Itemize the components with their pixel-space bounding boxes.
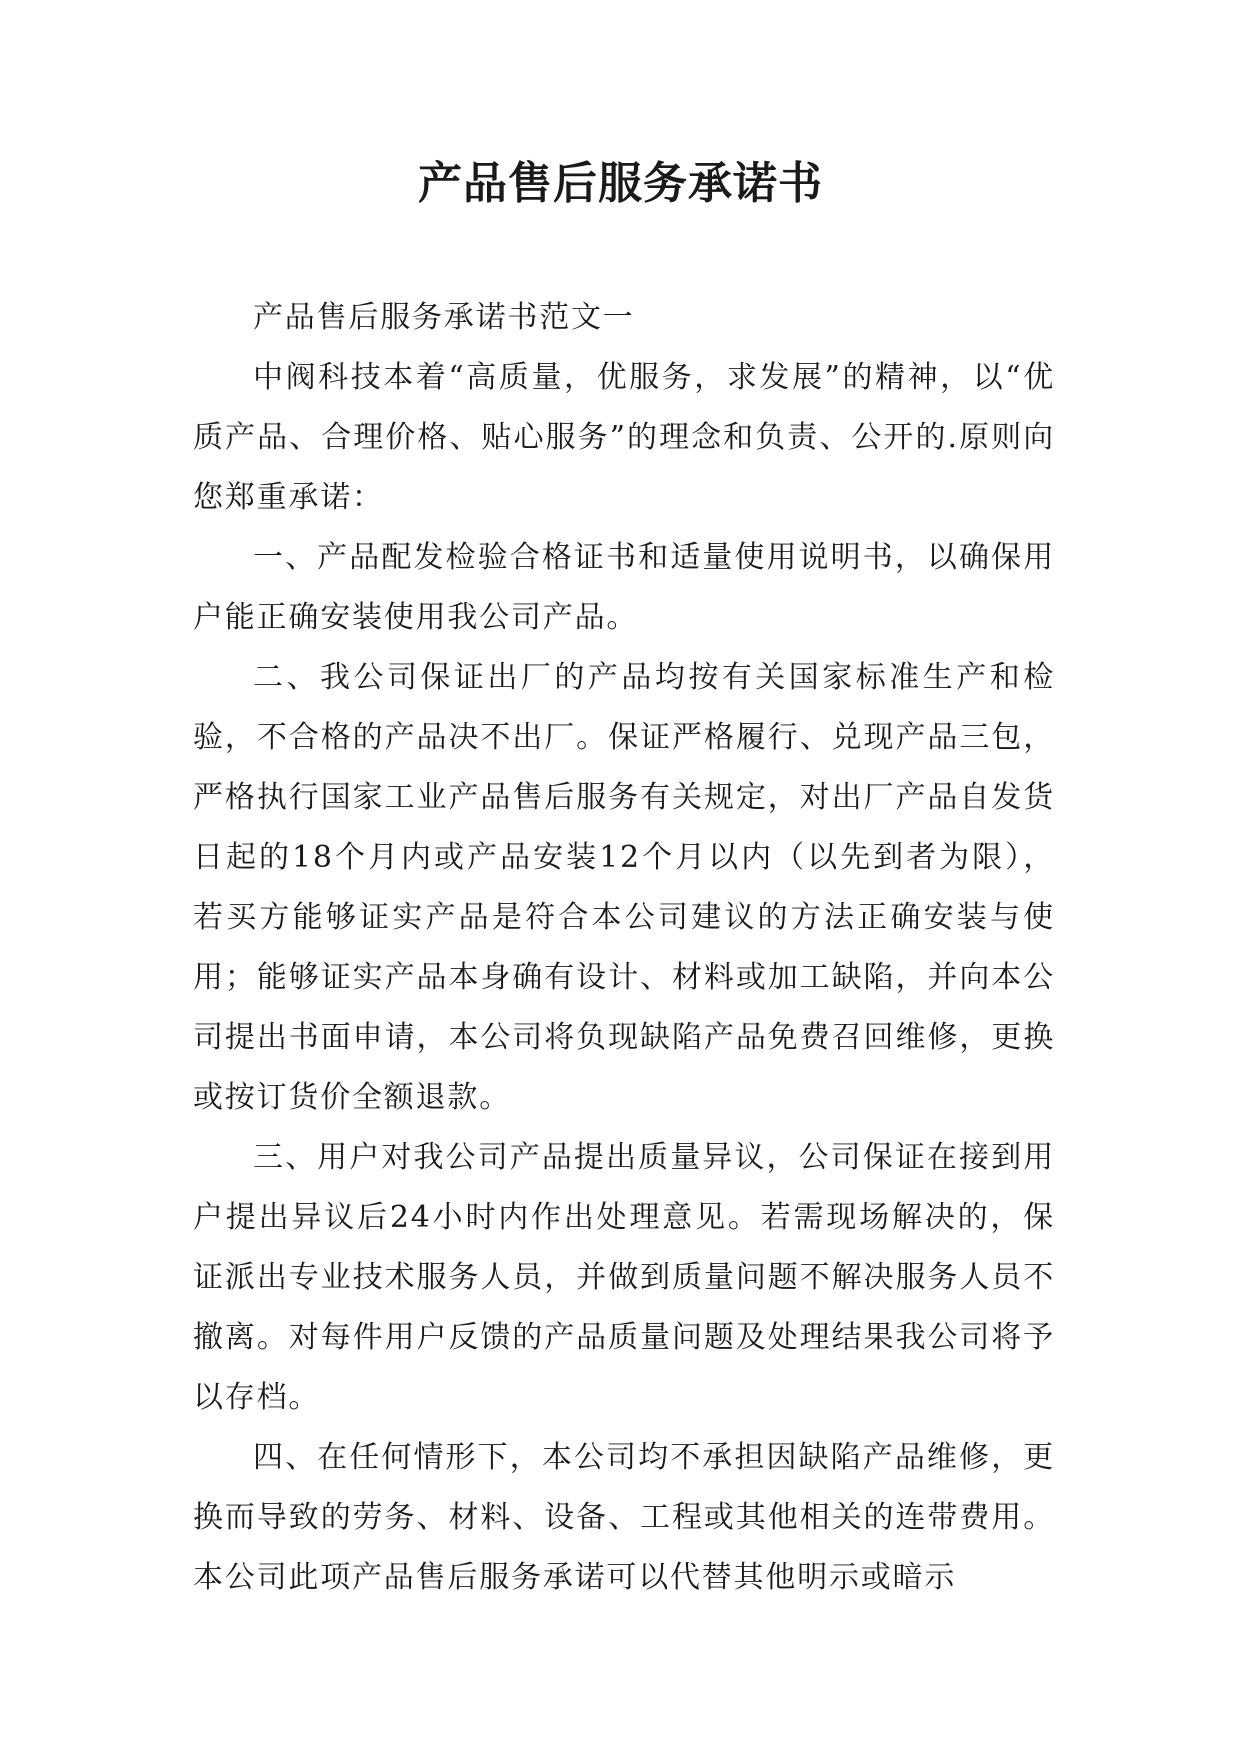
paragraph-clause-2: 二、我公司保证出厂的产品均按有关国家标准生产和检验，不合格的产品决不出厂。保证严格履行、兑现产品三包，严格执行国家工业产品售后服务有关规定，对出厂产品自发货日起的18个月内或产品安装12个月以内（以先到者为限），若买方能够证实产品是符合本公司建议的方法正确安装与使用；能够证实产品本身确有设计、材料或加工缺陷，并向本公司提出书面申请，本公司将负现缺陷产品免费召回维修，更换或按订货价全额退款。 xyxy=(193,660,1055,1115)
paragraph-clause-3: 三、用户对我公司产品提出质量异议，公司保证在接到用户提出异议后24小时内作出处理意见。若需现场解决的，保证派出专业技术服务人员，并做到质量问题不解决服务人员不撤离。对每件用户反馈的产品质量问题及处理结果我公司将予以存档。 xyxy=(193,1140,1055,1415)
paragraph-clause-1: 一、产品配发检验合格证书和适量使用说明书，以确保用户能正确安装使用我公司产品。 xyxy=(193,540,1055,635)
paragraph-subtitle: 产品售后服务承诺书范文一 xyxy=(253,300,635,335)
document-body xyxy=(193,288,1055,1608)
paragraph-clause-4: 四、在任何情形下，本公司均不承担因缺陷产品维修，更换而导致的劳务、材料、设备、工程或其他相关的连带费用。本公司此项产品售后服务承诺可以代替其他明示或暗示 xyxy=(193,1440,1055,1595)
paragraph-intro: 中阀科技本着“高质量，优服务，求发展”的精神，以“优质产品、合理价格、贴心服务”的理念和负责、公开的.原则向您郑重承诺： xyxy=(193,360,1055,515)
document-title: 产品售后服务承诺书 xyxy=(418,158,823,209)
